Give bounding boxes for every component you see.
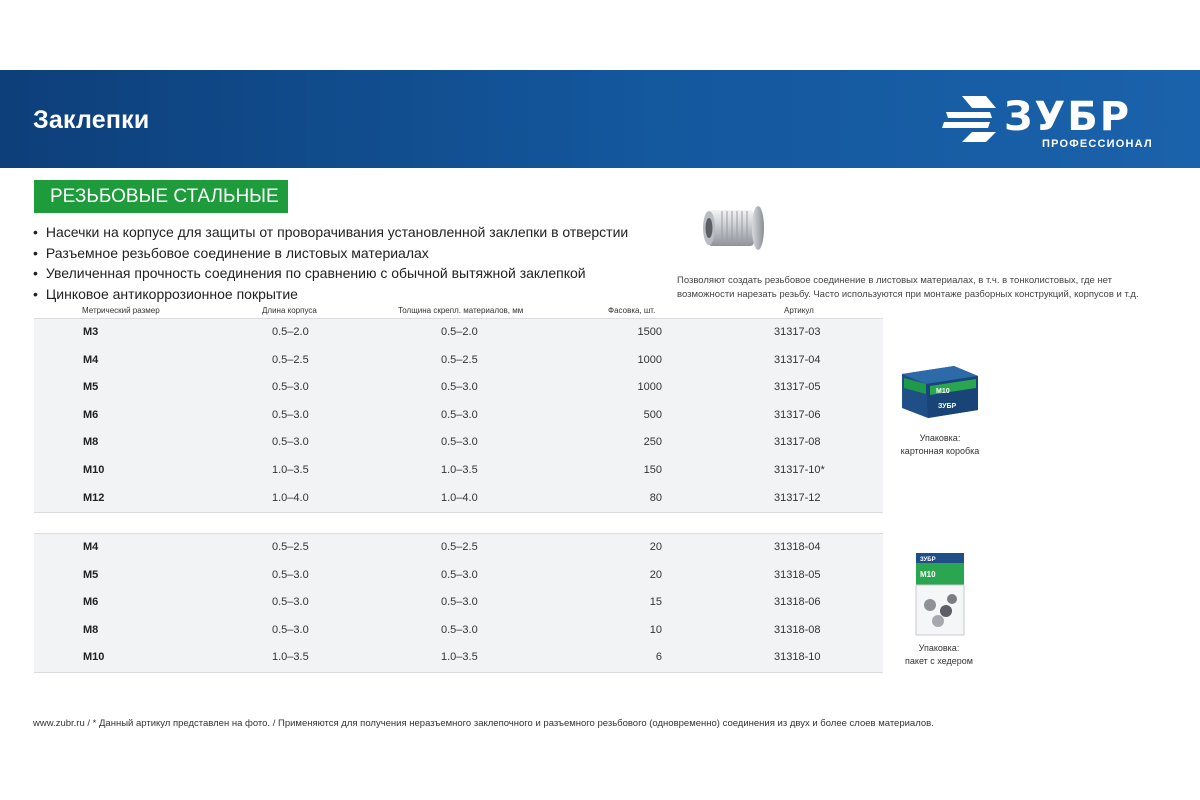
- cell-pack-qty: 20: [649, 541, 662, 553]
- cell-size: M8: [83, 623, 99, 636]
- cell-pack-qty: 15: [649, 596, 662, 609]
- cell-size: M4: [83, 353, 99, 366]
- cell-pack-qty: 250: [643, 436, 662, 449]
- cell-thickness: 0.5–2.5: [441, 541, 478, 553]
- cell-size: M10: [83, 463, 105, 476]
- cell-article: 31317-08: [774, 436, 821, 449]
- cell-pack-qty: 1000: [637, 381, 662, 394]
- cell-length: 0.5–3.0: [272, 623, 309, 636]
- cell-length: 0.5–3.0: [272, 381, 309, 394]
- column-header-thickness: Толщина скрепл. материалов, мм: [398, 306, 524, 315]
- table-carton-box: [34, 318, 883, 513]
- table-row: [34, 562, 883, 590]
- brand-subtitle: ПРОФЕССИОНАЛ: [1042, 138, 1153, 150]
- table-row: [34, 485, 883, 513]
- cell-thickness: 0.5–3.0: [441, 568, 478, 581]
- cell-length: 1.0–3.5: [272, 651, 309, 664]
- cell-size: M8: [83, 436, 99, 449]
- cell-thickness: 0.5–3.0: [441, 381, 478, 394]
- cell-size: M3: [83, 326, 99, 338]
- cell-thickness: 0.5–3.0: [441, 436, 478, 449]
- carton-box-label: [895, 432, 985, 458]
- cell-thickness: 0.5–2.0: [441, 326, 478, 338]
- cell-thickness: 1.0–3.5: [441, 651, 478, 664]
- column-header-article: Артикул: [784, 306, 814, 315]
- table-row: [34, 617, 883, 645]
- cell-pack-qty: 6: [655, 651, 662, 664]
- column-header-pack-qty: Фасовка, шт.: [608, 306, 656, 315]
- product-photo: [700, 200, 770, 265]
- pack-label-line: Упаковка:: [918, 643, 960, 653]
- header-band: [0, 70, 1200, 168]
- zubr-emblem-icon: [942, 94, 1000, 144]
- cell-pack-qty: 10: [649, 623, 662, 636]
- cell-size: M4: [83, 541, 99, 553]
- table-row: [34, 589, 883, 617]
- feature-list: [33, 222, 628, 304]
- table-bag-header: [34, 533, 883, 673]
- category-badge: РЕЗЬБОВЫЕ СТАЛЬНЫЕ: [34, 180, 288, 213]
- cell-article: 31317-12: [774, 491, 821, 504]
- feature-item: • Увеличенная прочность соединения по сравнению с обычной вытяжной заклепкой: [33, 263, 628, 284]
- bag-brand-label: ЗУБР: [920, 557, 936, 563]
- cell-article: 31317-04: [774, 353, 821, 366]
- cell-length: 0.5–3.0: [272, 568, 309, 581]
- table-row: [34, 457, 883, 485]
- feature-item: • Разъемное резьбовое соединение в листовых материалах: [33, 243, 628, 264]
- cell-length: 0.5–3.0: [272, 436, 309, 449]
- cell-pack-qty: 150: [643, 463, 662, 476]
- bag-size-label: M10: [920, 570, 936, 579]
- column-header-size: Метрический размер: [82, 306, 160, 315]
- cell-thickness: 0.5–3.0: [441, 623, 478, 636]
- table-row: [34, 429, 883, 457]
- cell-size: M6: [83, 408, 99, 421]
- cell-article: 31317-03: [774, 326, 821, 338]
- cell-length: 0.5–3.0: [272, 596, 309, 609]
- cell-size: M12: [83, 491, 105, 504]
- cell-length: 0.5–2.5: [272, 541, 309, 553]
- brand-name: ЗУБР: [1004, 94, 1132, 140]
- cell-thickness: 0.5–2.5: [441, 353, 478, 366]
- brand-logo: [942, 94, 1182, 154]
- table-row: [34, 534, 883, 562]
- table-row: [34, 319, 883, 347]
- footer-note: www.zubr.ru / * Данный артикул представлен на фото. / Применяются для получения неразъемного заклепочного и разъемного резьбового (одновременно) соединения из двух и более слоев материалов.: [33, 718, 934, 729]
- cell-article: 31317-10*: [774, 463, 825, 476]
- cell-article: 31317-06: [774, 408, 821, 421]
- product-description: Позволяют создать резьбовое соединение в листовых материалах, в т.ч. в тонколистовых, где нет возможности нарезать резьбу. Часто используются при монтаже разборных конструкций, корпусов и т.д.: [677, 275, 1139, 300]
- box-brand-label: ЗУБР: [938, 403, 957, 410]
- cell-pack-qty: 20: [649, 568, 662, 581]
- cell-size: M5: [83, 568, 99, 581]
- cell-length: 0.5–3.0: [272, 408, 309, 421]
- table-row: [34, 402, 883, 430]
- column-header-length: Длина корпуса: [262, 306, 317, 315]
- cell-article: 31318-05: [774, 568, 821, 581]
- cell-pack-qty: 1500: [637, 326, 662, 338]
- cell-length: 1.0–3.5: [272, 463, 309, 476]
- feature-item: • Цинковое антикоррозионное покрытие: [33, 284, 628, 305]
- page-title: Заклепки: [33, 106, 150, 134]
- carton-box-image: [898, 360, 980, 425]
- cell-size: M6: [83, 596, 99, 609]
- cell-length: 0.5–2.0: [272, 326, 309, 338]
- cell-pack-qty: 1000: [637, 353, 662, 366]
- pack-label-line: Упаковка:: [919, 433, 961, 443]
- table-row: [34, 374, 883, 402]
- box-size-label: M10: [936, 388, 950, 395]
- cell-length: 0.5–2.5: [272, 353, 309, 366]
- cell-article: 31318-06: [774, 596, 821, 609]
- cell-thickness: 0.5–3.0: [441, 596, 478, 609]
- cell-length: 1.0–4.0: [272, 491, 309, 504]
- cell-article: 31318-08: [774, 623, 821, 636]
- table-row: [34, 347, 883, 375]
- bag-header-label: [894, 642, 984, 668]
- cell-article: 31318-10: [774, 651, 821, 664]
- cell-pack-qty: 500: [643, 408, 662, 421]
- cell-size: M5: [83, 381, 99, 394]
- pack-label-line: пакет с хедером: [905, 656, 973, 666]
- table-row: [34, 644, 883, 672]
- feature-item: • Насечки на корпусе для защиты от проворачивания установленной заклепки в отверстии: [33, 222, 628, 243]
- pack-label-line: картонная коробка: [900, 446, 980, 456]
- bag-header-image: [914, 553, 966, 644]
- cell-pack-qty: 80: [649, 491, 662, 504]
- cell-article: 31318-04: [774, 541, 821, 553]
- cell-article: 31317-05: [774, 381, 821, 394]
- cell-size: M10: [83, 651, 105, 664]
- cell-thickness: 1.0–4.0: [441, 491, 478, 504]
- cell-thickness: 0.5–3.0: [441, 408, 478, 421]
- cell-thickness: 1.0–3.5: [441, 463, 478, 476]
